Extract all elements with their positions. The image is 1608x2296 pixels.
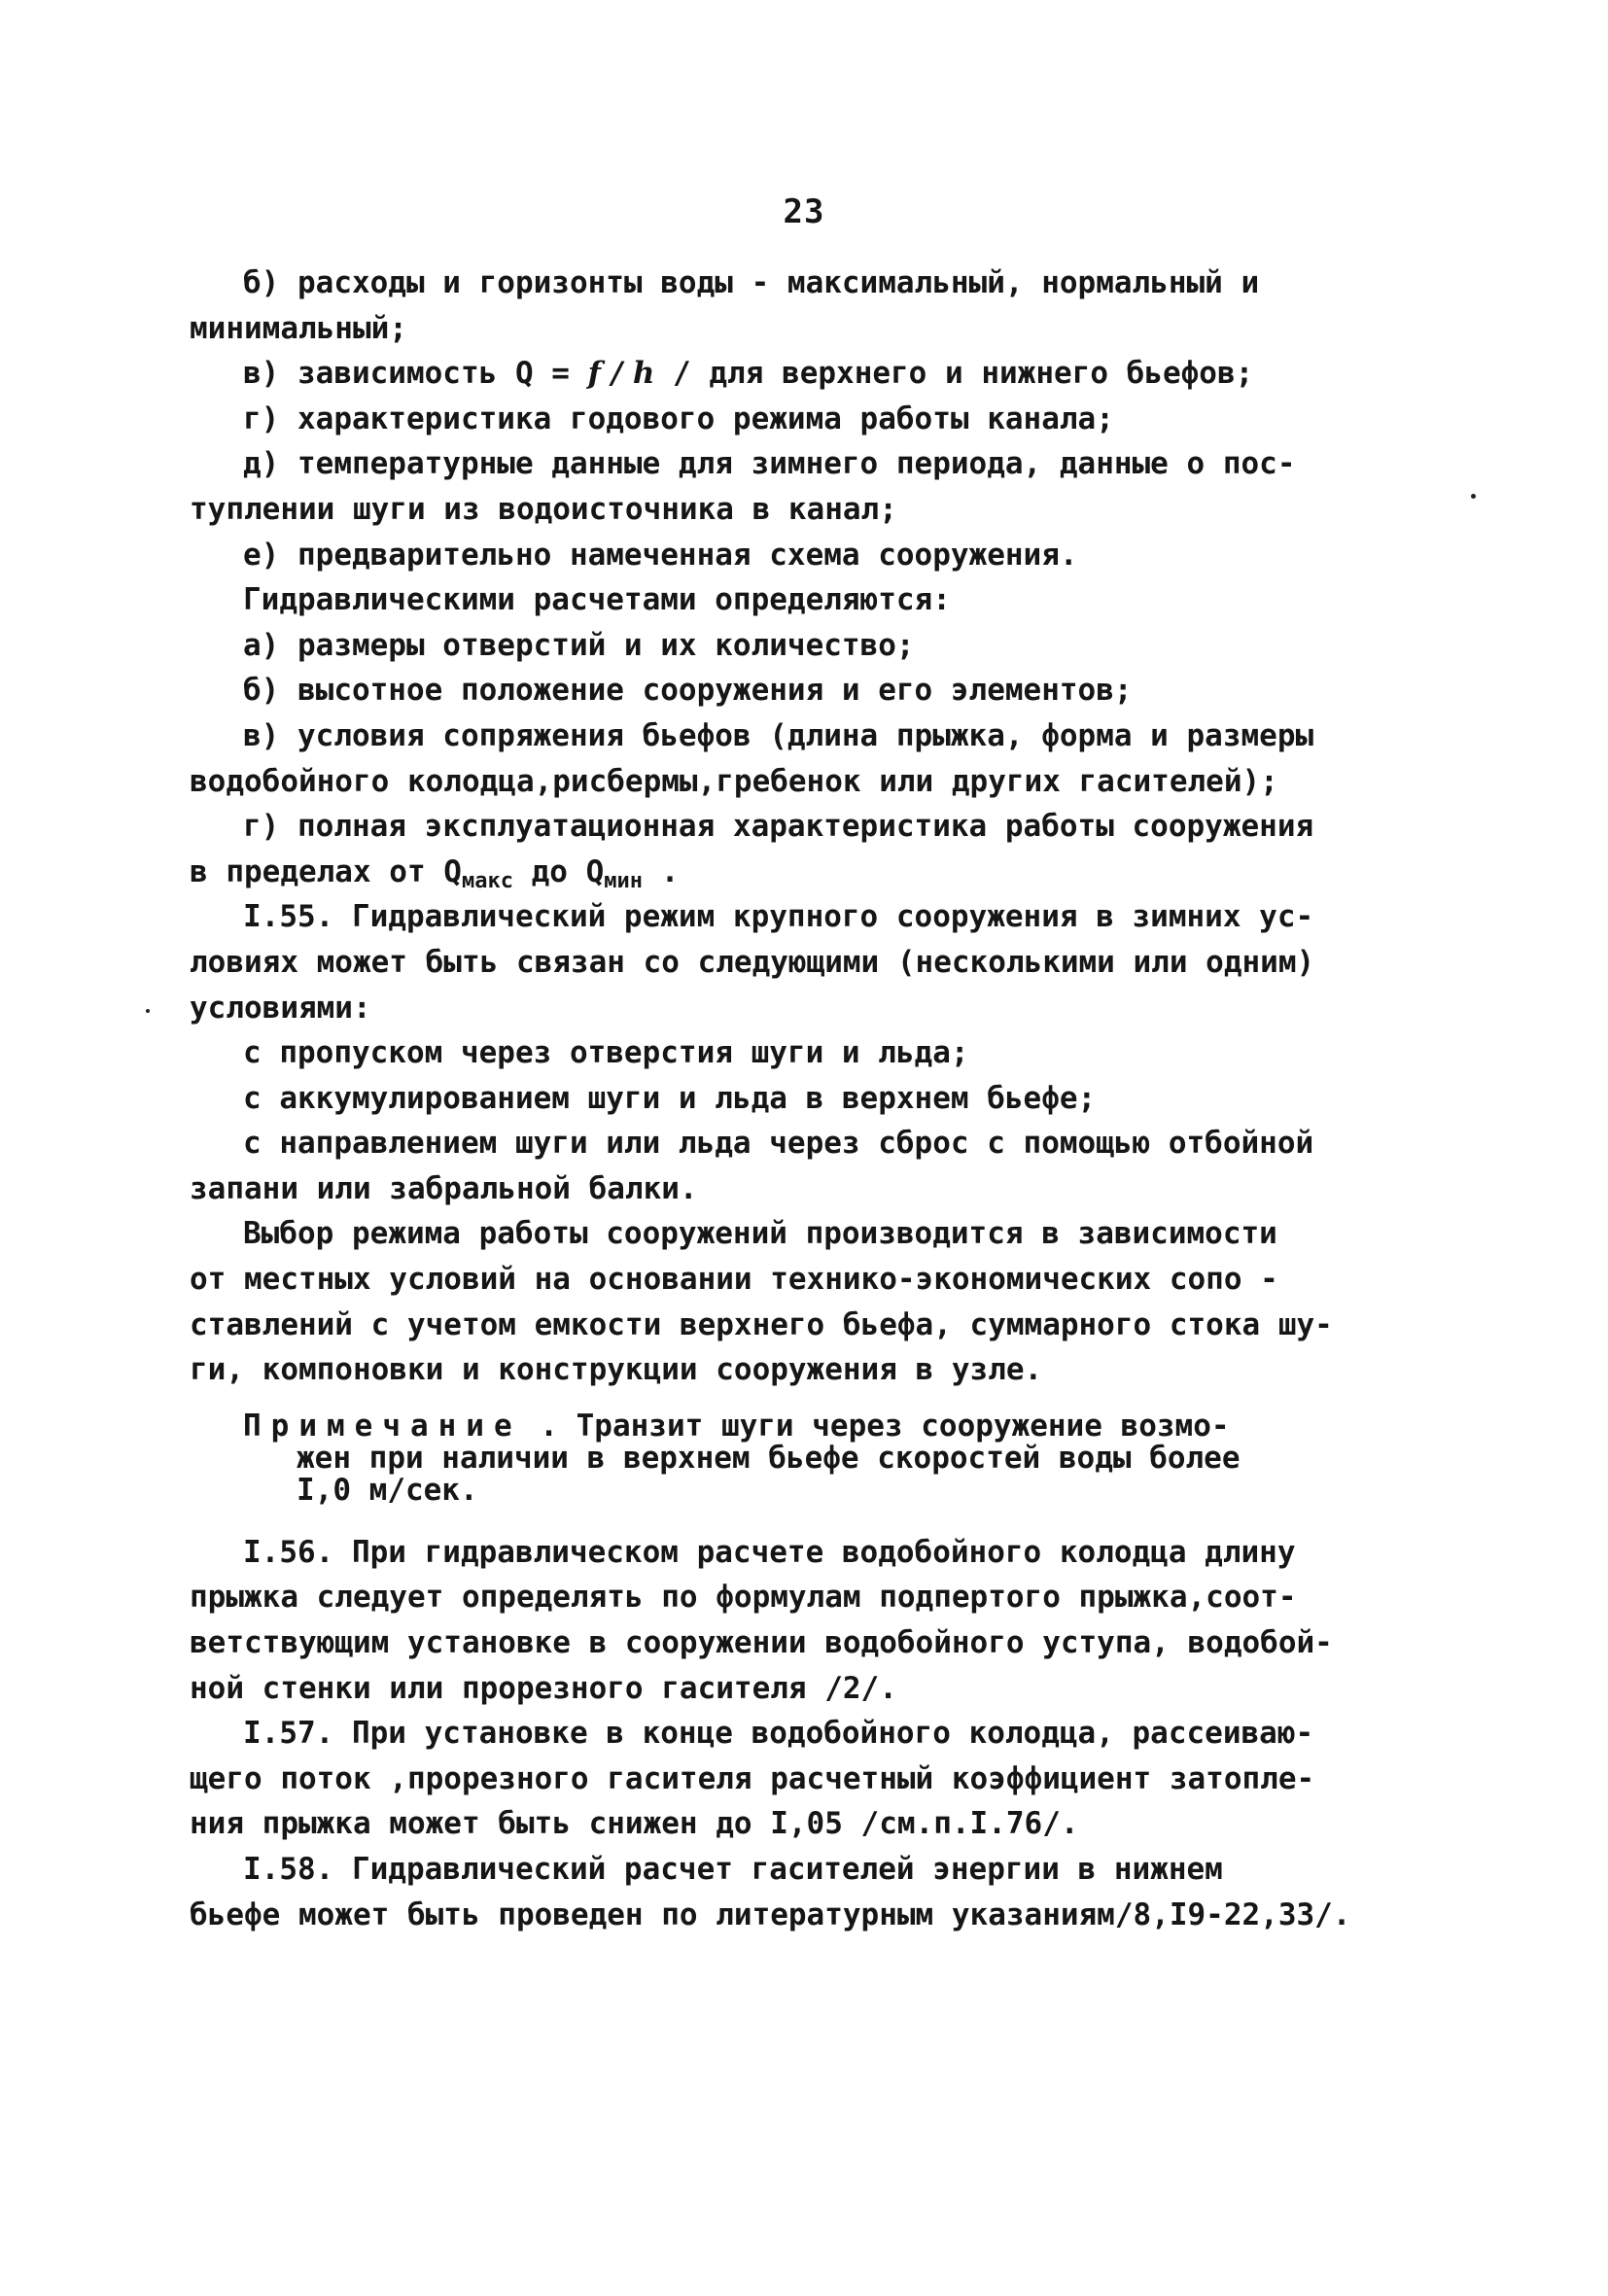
scan-speck bbox=[1471, 494, 1476, 499]
section-1-57-cont: ния прыжка может быть снижен до I,05 /см.п.I.76/. bbox=[190, 1806, 1079, 1842]
list-item-g-characteristic: г) полная эксплуатационная характеристика работы сооружения bbox=[243, 809, 1314, 845]
spacer bbox=[190, 1507, 1395, 1530]
list-item-g-regime: г) характеристика годового режима работы канала; bbox=[243, 400, 1114, 436]
list-item-b-elevation: б) высотное положение сооружения и его элементов; bbox=[243, 673, 1133, 709]
condition-item-cont: запани или забральной балки. bbox=[190, 1170, 698, 1206]
section-1-56-cont: ной стенки или прорезного гасителя /2/. bbox=[190, 1670, 897, 1706]
dependency-text: в) зависимость Q = bbox=[243, 356, 588, 392]
dependency-text-end: / для верхнего и нижнего бьефов; bbox=[654, 356, 1254, 392]
hydraulic-calc-heading: Гидравлическими расчетами определяются: bbox=[243, 582, 951, 618]
section-1-55: I.55. Гидравлический режим крупного сооружения в зимних ус- bbox=[243, 899, 1314, 935]
q-max-subscript: макс bbox=[461, 868, 513, 893]
scan-speck bbox=[146, 1009, 150, 1013]
selection-paragraph-cont: ставлений с учетом емкости верхнего бьефа, суммарного стока шу- bbox=[190, 1306, 1333, 1342]
section-1-56-cont: прыжка следует определять по формулам подпертого прыжка,соот- bbox=[190, 1580, 1297, 1616]
note-text: . Транзит шуги через сооружение возмо- bbox=[521, 1408, 1230, 1444]
note-label: Примечание bbox=[243, 1408, 522, 1444]
list-item-v-conjugation: в) условия сопряжения бьефов (длина прыжка, форма и размеры bbox=[243, 717, 1314, 753]
range-text: в пределах от Q bbox=[190, 853, 462, 889]
list-item-g-characteristic-cont bbox=[190, 850, 1395, 895]
condition-item: с направлением шуги или льда через сброс с помощью отбойной bbox=[243, 1126, 1314, 1162]
section-1-55-cont: ловиях может быть связан со следующими (несколькими или одним) bbox=[190, 944, 1315, 980]
note-line bbox=[190, 1410, 1395, 1443]
condition-item: с пропуском через отверстия шуги и льда; bbox=[243, 1035, 969, 1071]
list-item-d-temperature-cont: туплении шуги из водоисточника в канал; bbox=[190, 491, 897, 527]
note-line-cont: жен при наличии в верхнем бьефе скоростей воды более bbox=[297, 1440, 1241, 1476]
range-text-mid: до Q bbox=[512, 853, 605, 889]
selection-paragraph-cont: от местных условий на основании технико-экономических сопо - bbox=[190, 1262, 1278, 1298]
section-1-58: I.58. Гидравлический расчет гасителей энергии в нижнем bbox=[243, 1852, 1223, 1887]
document-body bbox=[190, 261, 1395, 1937]
list-item-e-scheme: е) предварительно намеченная схема сооружения. bbox=[243, 537, 1078, 573]
section-1-56-cont: ветствующим установке в сооружении водобойного уступа, водобой- bbox=[190, 1625, 1333, 1661]
section-1-58-cont: бьефе может быть проведен по литературным указаниям/8,I9-22,33/. bbox=[190, 1896, 1351, 1932]
section-1-57-cont: щего поток ,прорезного гасителя расчетный коэффициент затопле- bbox=[190, 1760, 1315, 1796]
dependency-formula: f / h bbox=[587, 356, 655, 392]
list-item-v-conjugation-cont: водобойного колодца,рисбермы,гребенок или других гасителей); bbox=[190, 763, 1278, 799]
section-1-55-cont2: условиями: bbox=[190, 990, 371, 1026]
q-min-subscript: мин bbox=[604, 868, 644, 893]
condition-item: с аккумулированием шуги и льда в верхнем бьефе; bbox=[243, 1080, 1097, 1116]
list-item-d-temperature: д) температурные данные для зимнего периода, данные о пос- bbox=[243, 446, 1296, 482]
selection-paragraph-cont: ги, компоновки и конструкции сооружения в узле. bbox=[190, 1352, 1043, 1388]
list-item-a-sizes: а) размеры отверстий и их количество; bbox=[243, 627, 915, 663]
range-text-end: . bbox=[643, 853, 680, 889]
section-1-56: I.56. При гидравлическом расчете водобойного колодца длину bbox=[243, 1534, 1296, 1570]
list-item-v-dependency bbox=[190, 351, 1395, 397]
list-item-b-flows-cont: минимальный; bbox=[190, 310, 407, 346]
list-item-b-flows: б) расходы и горизонты воды - максимальный, нормальный и bbox=[243, 265, 1260, 300]
note-line-cont: I,0 м/сек. bbox=[297, 1472, 478, 1508]
selection-paragraph: Выбор режима работы сооружений производится в зависимости bbox=[243, 1216, 1277, 1252]
note-block bbox=[190, 1410, 1395, 1507]
section-1-57: I.57. При установке в конце водобойного колодца, рассеиваю- bbox=[243, 1716, 1314, 1752]
page-number: 23 bbox=[783, 192, 825, 231]
